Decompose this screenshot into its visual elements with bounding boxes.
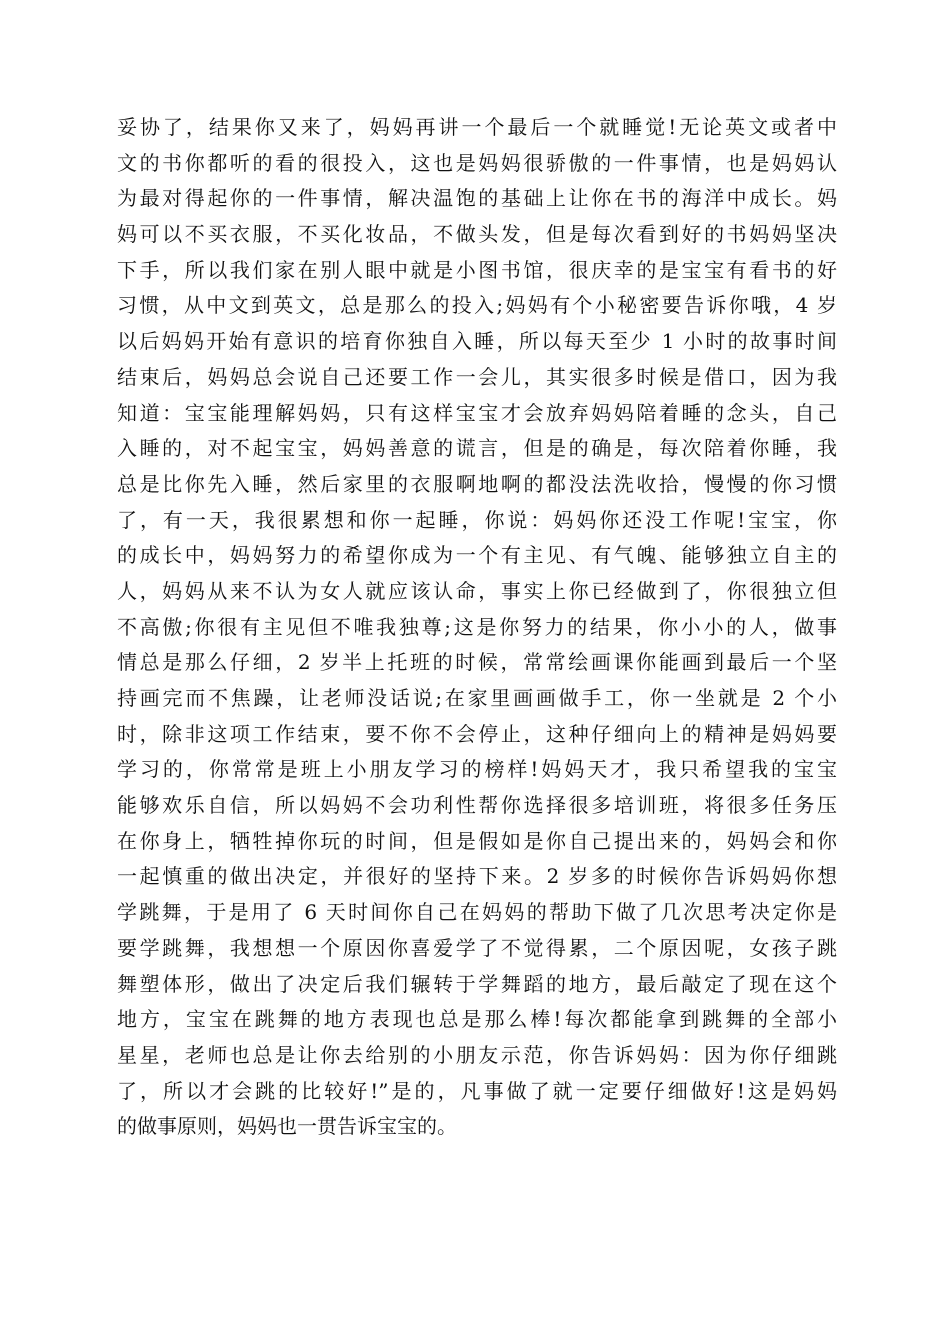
text-line: 的做事原则，妈妈也一贯告诉宝宝的。 <box>117 1114 457 1139</box>
text-line: 星星，老师也总是让你去给别的小朋友示范，你告诉妈妈：因为你仔细跳 <box>117 1042 837 1067</box>
body-paragraph <box>117 110 837 1145</box>
text-line: 文的书你都听的看的很投入，这也是妈妈很骄傲的一件事情，也是妈妈认 <box>117 150 837 175</box>
text-line: 了，所以才会跳的比较好!”是的，凡事做了就一定要仔细做好!这是妈妈 <box>117 1078 837 1103</box>
text-line: 知道：宝宝能理解妈妈，只有这样宝宝才会放弃妈妈陪着睡的念头，自己 <box>117 400 837 425</box>
text-line: 一起慎重的做出决定，并很好的坚持下来。2 岁多的时候你告诉妈妈你想 <box>117 864 837 889</box>
text-line: 在你身上，牺牲掉你玩的时间，但是假如是你自己提出来的，妈妈会和你 <box>117 828 837 853</box>
text-line: 入睡的，对不起宝宝，妈妈善意的谎言，但是的确是，每次陪着你睡，我 <box>117 436 837 461</box>
text-line: 了，有一天，我很累想和你一起睡，你说：妈妈你还没工作呢!宝宝，你 <box>117 507 837 532</box>
text-line: 能够欢乐自信，所以妈妈不会功利性帮你选择很多培训班，将很多任务压 <box>117 793 837 818</box>
text-line: 不高傲;你很有主见但不唯我独尊;这是你努力的结果，你小小的人，做事 <box>117 614 837 639</box>
text-line: 要学跳舞，我想想一个原因你喜爱学了不觉得累，二个原因呢，女孩子跳 <box>117 935 837 960</box>
text-line: 妥协了，结果你又来了，妈妈再讲一个最后一个就睡觉!无论英文或者中 <box>117 115 837 139</box>
text-line: 下手，所以我们家在别人眼中就是小图书馆，很庆幸的是宝宝有看书的好 <box>117 257 837 282</box>
text-line: 的成长中，妈妈努力的希望你成为一个有主见、有气魄、能够独立自主的 <box>117 543 837 568</box>
text-line: 为最对得起你的一件事情，解决温饱的基础上让你在书的海洋中成长。妈 <box>117 186 837 211</box>
text-line: 习惯，从中文到英文，总是那么的投入;妈妈有个小秘密要告诉你哦，4 岁 <box>117 293 837 318</box>
text-line: 舞塑体形，做出了决定后我们辗转于学舞蹈的地方，最后敲定了现在这个 <box>117 971 837 996</box>
text-line: 情总是那么仔细，2 岁半上托班的时候，常常绘画课你能画到最后一个坚 <box>117 650 837 675</box>
text-line: 结束后，妈妈总会说自己还要工作一会儿，其实很多时候是借口，因为我 <box>117 364 837 389</box>
text-line: 总是比你先入睡，然后家里的衣服啊地啊的都没法洗收拾，慢慢的你习惯 <box>117 471 837 496</box>
text-line: 地方，宝宝在跳舞的地方表现也总是那么棒!每次都能拿到跳舞的全部小 <box>117 1007 837 1032</box>
text-line: 以后妈妈开始有意识的培育你独自入睡，所以每天至少 1 小时的故事时间 <box>117 329 837 354</box>
text-line: 妈可以不买衣服，不买化妆品，不做头发，但是每次看到好的书妈妈坚决 <box>117 222 837 247</box>
text-line: 学跳舞，于是用了 6 天时间你自己在妈妈的帮助下做了几次思考决定你是 <box>117 900 837 925</box>
text-line: 持画完而不焦躁，让老师没话说;在家里画画做手工，你一坐就是 2 个小 <box>117 686 837 710</box>
text-line: 人，妈妈从来不认为女人就应该认命，事实上你已经做到了，你很独立但 <box>117 578 837 603</box>
text-line: 学习的，你常常是班上小朋友学习的榜样!妈妈天才，我只希望我的宝宝 <box>117 757 837 782</box>
text-line: 时，除非这项工作结束，要不你不会停止，这种仔细向上的精神是妈妈要 <box>117 721 837 746</box>
